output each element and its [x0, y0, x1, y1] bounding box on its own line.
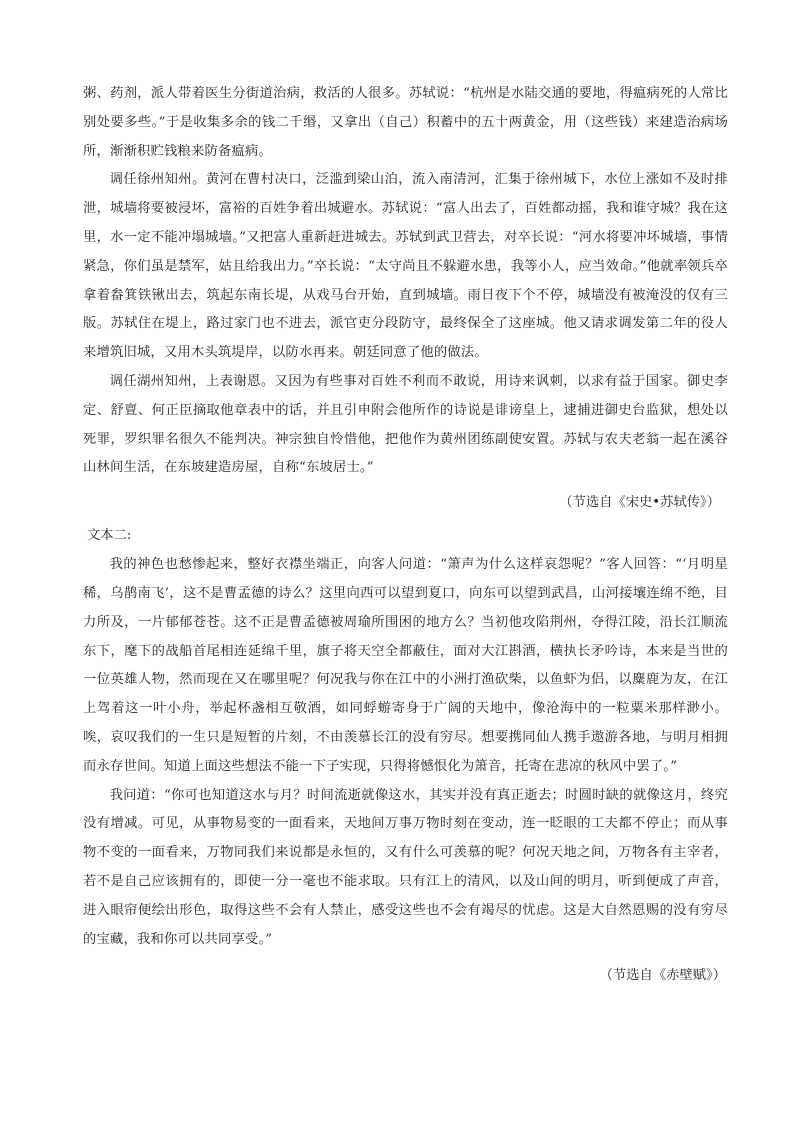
text1-paragraph-2: 调任徐州知州。黄河在曹村决口，泛滥到梁山泊，流入南清河，汇集于徐州城下，水位上涨如不及时排泄，城墙将要被浸坏，富裕的百姓争着出城避水。苏轼说：“富人出去了，百姓都动摇，我和谁守城？我在这里，水一定不能冲塌城墙。”又把富人重新赶进城去。苏轼到武卫营去，对卒长说：“河水将要冲坏城墙，事情紧急，你们虽是禁军，姑且给我出力。”卒长说：“太守尚且不躲避水患，我等小人，应当效命。”他就率领兵卒拿着畚箕铁锹出去，筑起东南长堤，从戏马台开始，直到城墙。雨日夜下个不停，城墙没有被淹没的仅有三版。苏轼住在堤上，路过家门也不进去，派官吏分段防守，最终保全了这座城。他又请求调发第二年的役人来增筑旧城，又用木头筑堤岸，以防水再来。朝廷同意了他的做法。: [83, 172, 728, 361]
text2-paragraph-2: 我问道：“你可也知道这水与月？时间流逝就像这水，其实并没有真正逝去；时圆时缺的就像这月，终究没有增减。可见，从事物易变的一面看来，天地间万事万物时刻在变动，连一眨眼的工夫都不停止；而从事物不变的一面看来，万物同我们来说都是永恒的，又有什么可羡慕的呢？何况天地之间，万物各有主宰者，若不是自己应该拥有的，即使一分一毫也不能求取。只有江上的清风，以及山间的明月，听到便成了声音，进入眼帘便绘出形色，取得这些不会有人禁止，感受这些也不会有竭尽的忧虑。这是大自然恩赐的没有穷尽的宝藏，我和你可以共同享受。”: [83, 787, 728, 947]
text2-paragraph-1: 我的神色也愁惨起来，整好衣襟坐端正，向客人问道：“箫声为什么这样哀怨呢？”客人回答：“‘月明星稀，乌鹊南飞’，这不是曹孟德的诗么？这里向西可以望到夏口，向东可以望到武昌，山河接壤连绵不绝，目力所及，一片郁郁苍苍。这不正是曹孟德被周瑜所围困的地方么？当初他攻陷荆州，夺得江陵，沿长江顺流东下，麾下的战船首尾相连延绵千里，旗子将天空全都蔽住，面对大江斟酒，横执长矛吟诗，本来是当世的一位英雄人物，然而现在又在哪里呢？何况我与你在江中的小洲打渔砍柴，以鱼虾为侣，以麋鹿为友，在江上驾着这一叶小舟，举起杯盏相互敬酒，如同蜉蝣寄身于广阔的天地中，像沧海中的一粒粟米那样渺小。唉，哀叹我们的一生只是短暂的片刻，不由羡慕长江的没有穷尽。想要携同仙人携手遨游各地，与明月相拥而永存世间。知道上面这些想法不能一下子实现，只得将憾恨化为箫音，托寄在悲凉的秋风中罢了。”: [83, 557, 728, 774]
document-page: [83, 80, 728, 990]
text2-source: （节选自《赤壁赋》）: [599, 968, 726, 984]
text2-heading: 文本二:: [87, 528, 132, 544]
text1-source: （节选自《宋史•苏轼传》）: [559, 495, 720, 511]
text1-paragraph-3: 调任湖州知州，上表谢恩。又因为有些事对百姓不利而不敢说，用诗来讽刺，以求有益于国家。御史李定、舒亶、何正臣摘取他章表中的话，并且引申附会他所作的诗说是诽谤皇上，逮捕进御史台监狱，想处以死罪，罗织罪名很久不能判决。神宗独自怜惜他，把他作为黄州团练副使安置。苏轼与农夫老翁一起在溪谷山林间生活，在东坡建造房屋，自称“东坡居士。”: [83, 373, 728, 476]
text1-paragraph-1: 粥、药剂，派人带着医生分街道治病，救活的人很多。苏轼说：“杭州是水陆交通的要地，得瘟病死的人常比别处要多些。”于是收集多余的钱二千缗，又拿出（自己）积蓄中的五十两黄金，用（这些钱）来建造治病场所，渐渐积贮钱粮来防备瘟病。: [83, 86, 728, 159]
